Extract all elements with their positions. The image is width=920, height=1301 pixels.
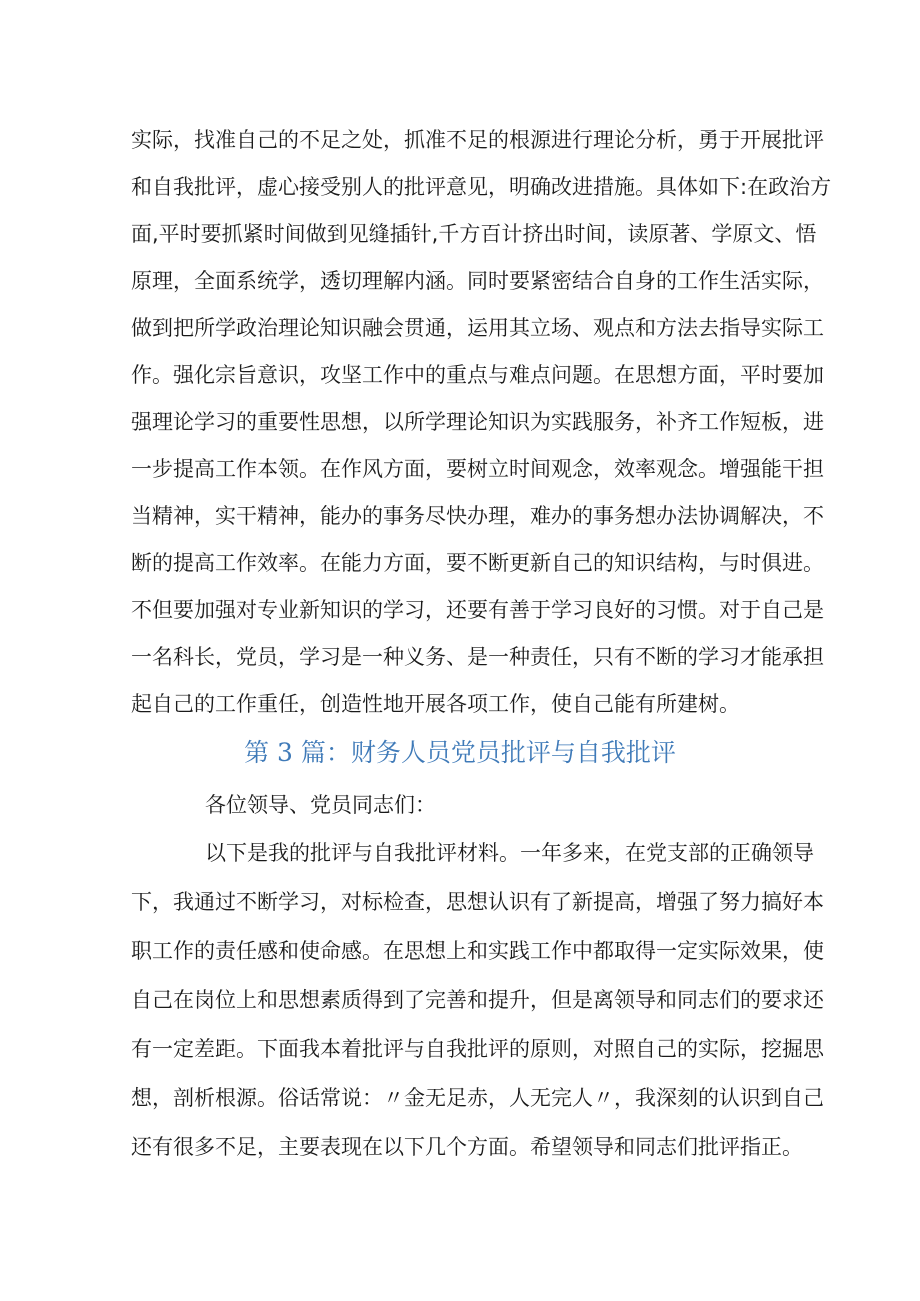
- body-text-line: 当精神，实干精神，能办的事务尽快办理，难办的事务想办法协调解决，不: [131, 504, 824, 528]
- body-text-line: 起自己的工作重任，创造性地开展各项工作，使自己能有所建树。: [131, 692, 740, 716]
- body-text-line: 还有很多不足，主要表现在以下几个方面。希望领导和同志们批评指正。: [131, 1135, 803, 1159]
- body-text-line: 以下是我的批评与自我批评材料。一年多来，在党支部的正确领导: [205, 841, 814, 865]
- body-text-line: 想，剖析根源。俗话常说：〃金无足赤，人无完人〃，我深刻的认识到自己: [131, 1086, 824, 1110]
- body-text-line: 自己在岗位上和思想素质得到了完善和提升，但是离领导和同志们的要求还: [131, 988, 824, 1012]
- body-text-line: 作。强化宗旨意识，攻坚工作中的重点与难点问题。在思想方面，平时要加: [131, 363, 824, 387]
- body-text-line: 断的提高工作效率。在能力方面，要不断更新自己的知识结构，与时俱进。: [131, 551, 824, 575]
- body-text-line: 和自我批评，虚心接受别人的批评意见，明确改进措施。具体如下:在政治方: [131, 175, 832, 199]
- body-text-line: 下，我通过不断学习，对标检查，思想认识有了新提高，增强了努力搞好本: [131, 890, 824, 914]
- body-text-line: 一步提高工作本领。在作风方面，要树立时间观念，效率观念。增强能干担: [131, 457, 824, 481]
- body-text-line: 不但要加强对专业新知识的学习，还要有善于学习良好的习惯。对于自己是: [131, 598, 824, 622]
- body-text-line: 一名科长，党员，学习是一种义务、是一种责任，只有不断的学习才能承担: [131, 645, 824, 669]
- body-text-line: 面,平时要抓紧时间做到见缝插针,千方百计挤出时间，读原著、学原文、悟: [131, 222, 817, 246]
- body-text-line: 实际，找准自己的不足之处，抓准不足的根源进行理论分析，勇于开展批评: [131, 128, 824, 152]
- salutation: 各位领导、党员同志们：: [205, 793, 436, 817]
- body-text-line: 有一定差距。下面我本着批评与自我批评的原则，对照自己的实际，挖掘思: [131, 1037, 824, 1061]
- body-text-line: 原理，全面系统学，透切理解内涵。同时要紧密结合自身的工作生活实际，: [131, 269, 824, 293]
- body-text-line: 强理论学习的重要性思想，以所学理论知识为实践服务，补齐工作短板，进: [131, 410, 824, 434]
- body-text-line: 做到把所学政治理论知识融会贯通，运用其立场、观点和方法去指导实际工: [131, 316, 824, 340]
- body-text-line: 职工作的责任感和使命感。在思想上和实践工作中都取得一定实际效果，使: [131, 939, 824, 963]
- section-heading: 第 3 篇：财务人员党员批评与自我批评: [244, 738, 676, 767]
